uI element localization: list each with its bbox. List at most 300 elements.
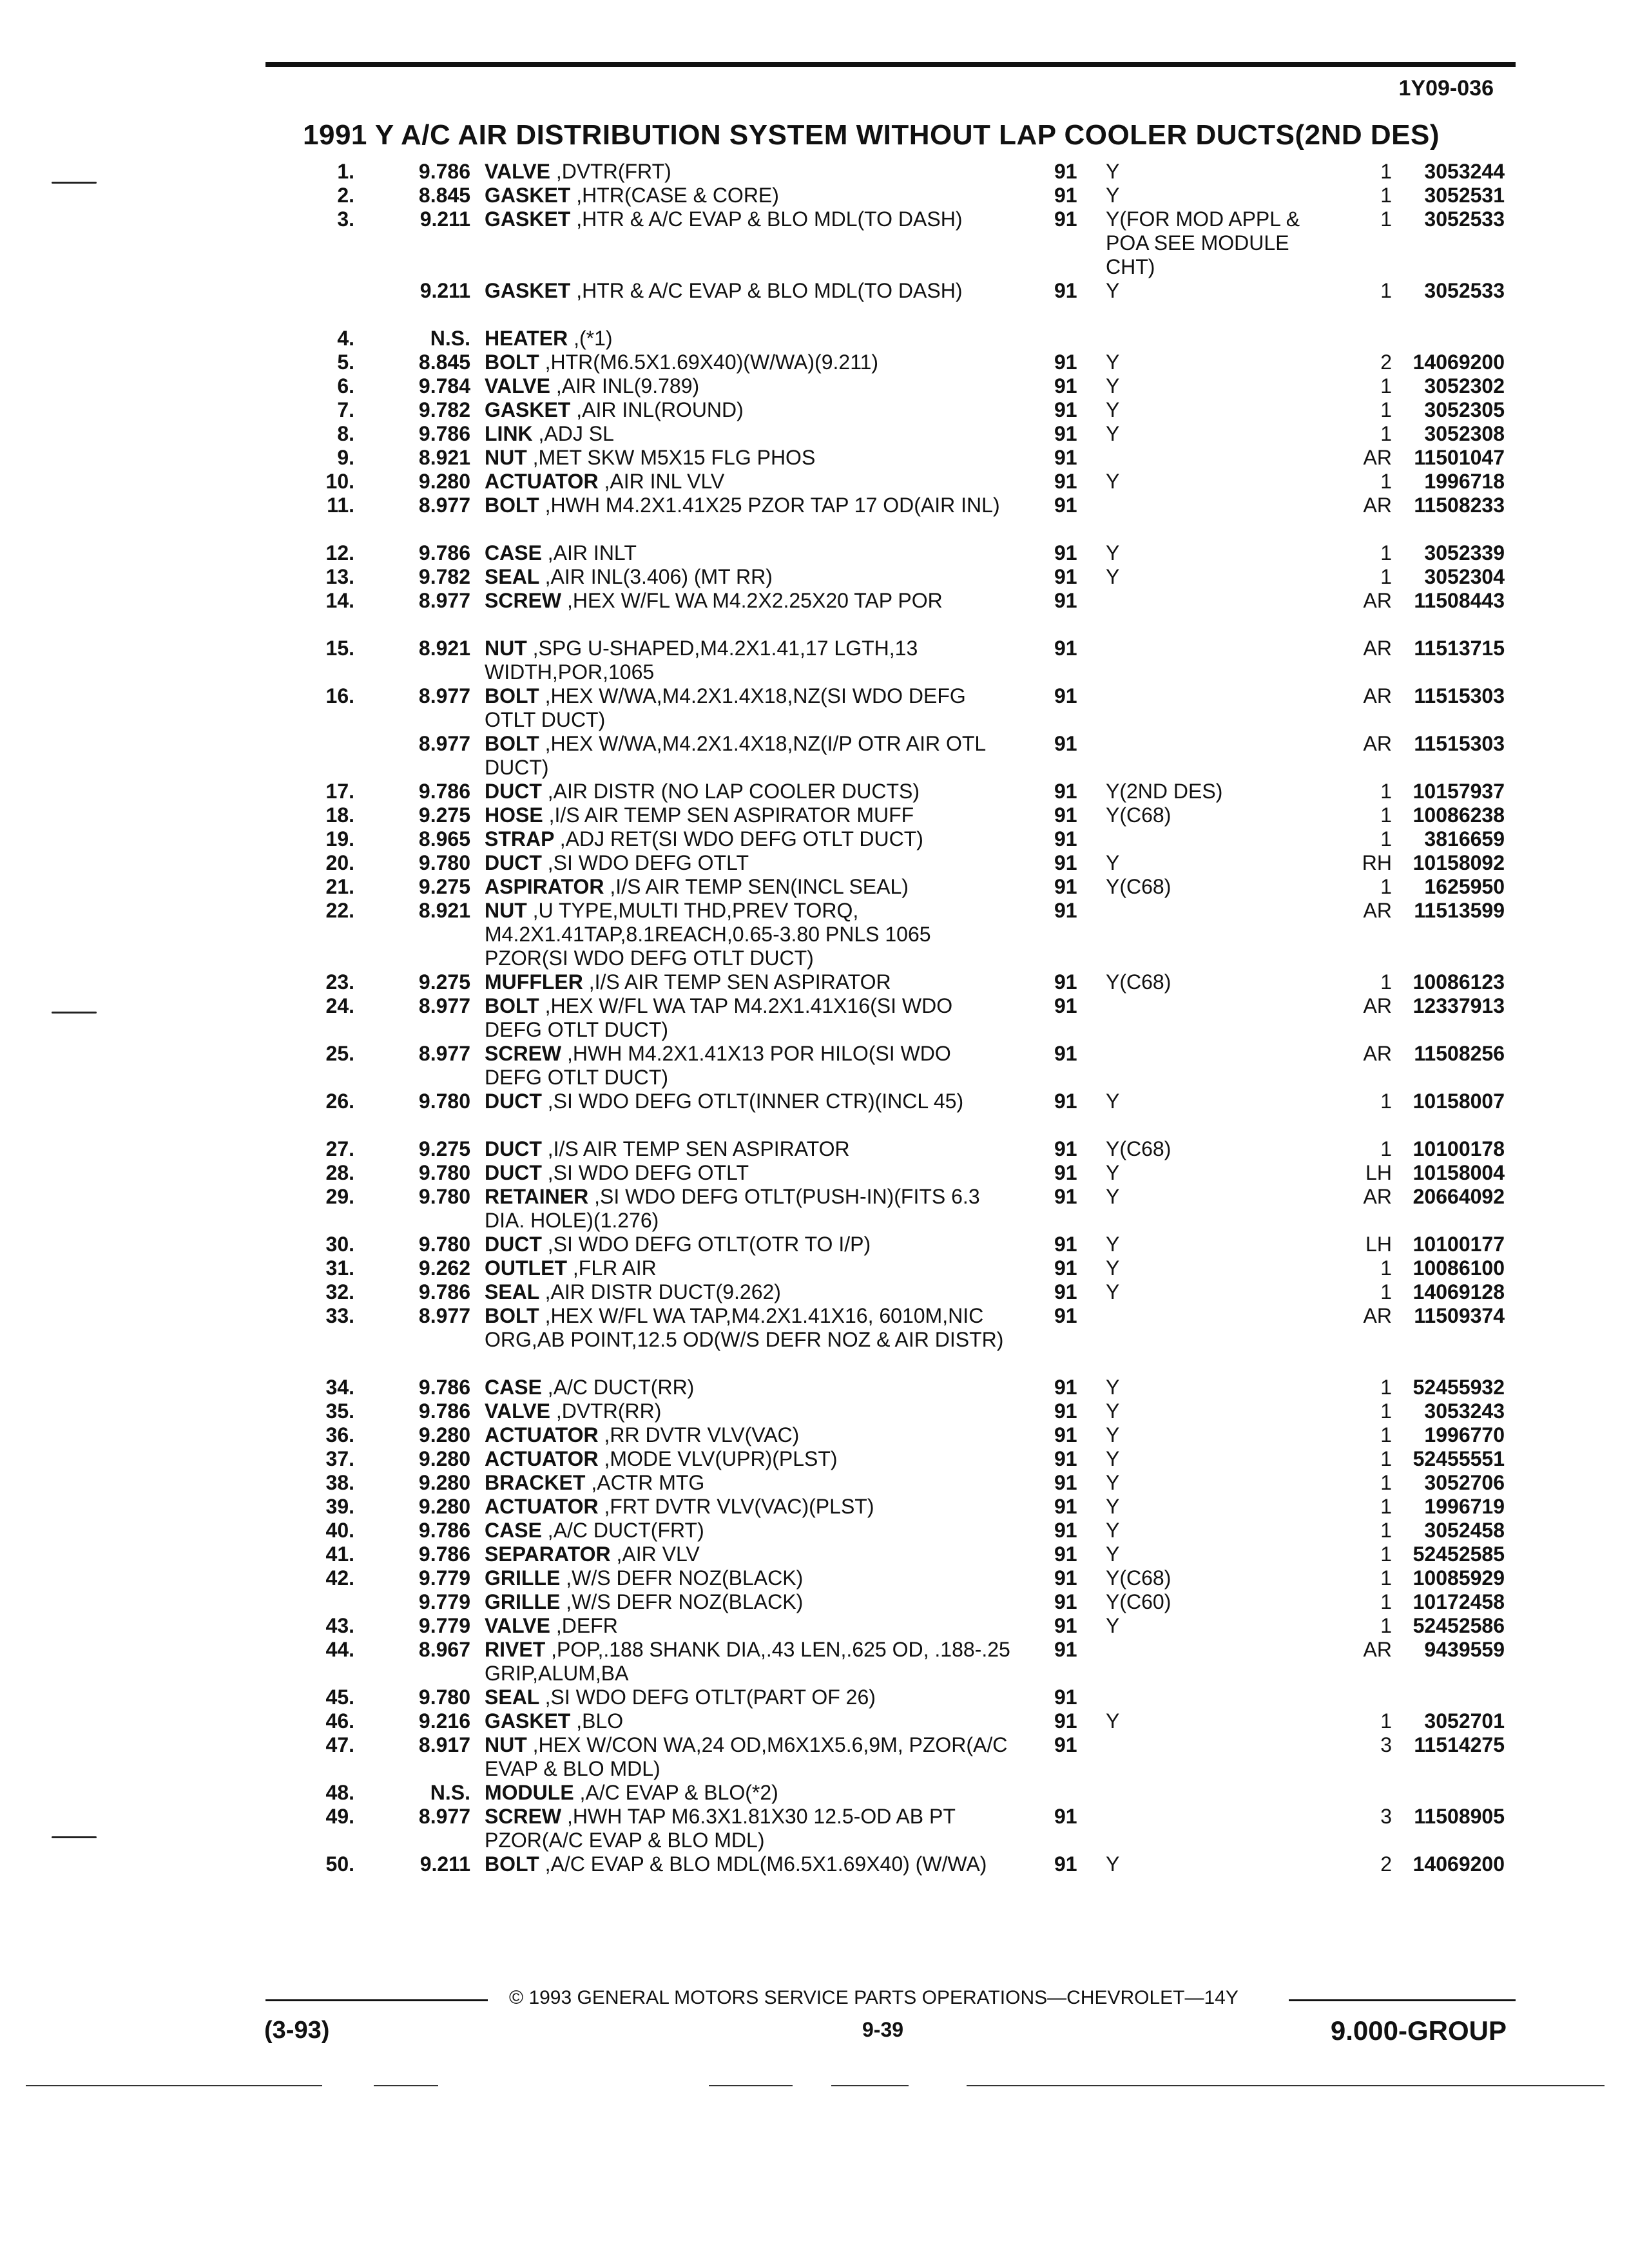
model-year: 91 — [1054, 994, 1077, 1017]
part-number: 11508256 — [1414, 1042, 1505, 1065]
part-description — [485, 1614, 1013, 1638]
part-number: 11513599 — [1414, 899, 1505, 922]
part-detail: ,I/S AIR TEMP SEN ASPIRATOR — [588, 970, 891, 994]
part-number: 1996719 — [1424, 1495, 1505, 1518]
part-description — [485, 780, 1013, 803]
part-name: GRILLE — [485, 1566, 561, 1590]
usage-code: Y(FOR MOD APPL & POA SEE MODULE CHT) — [1106, 207, 1300, 278]
group-number: 9.280 — [418, 1495, 470, 1518]
model-year: 91 — [1054, 541, 1077, 564]
model-year: 91 — [1054, 470, 1077, 493]
part-number: 1996770 — [1424, 1423, 1505, 1446]
model-year: 91 — [1054, 1590, 1077, 1613]
model-year: 91 — [1054, 637, 1077, 660]
part-number: 14069128 — [1412, 1280, 1505, 1303]
part-number: 3053244 — [1424, 160, 1505, 183]
quantity: 1 — [1380, 207, 1392, 231]
part-number: 12337913 — [1412, 994, 1505, 1017]
group-number: 8.977 — [418, 684, 470, 707]
part-name: BOLT — [485, 684, 539, 707]
part-number: 10158092 — [1412, 851, 1505, 874]
part-detail: ,HEX W/FL WA TAP M4.2X1.41X16(SI WDO DEFG OTLT DUCT) — [485, 994, 953, 1041]
part-description — [485, 1090, 1013, 1113]
part-row — [0, 1042, 1629, 1090]
quantity: 3 — [1380, 1733, 1392, 1756]
item-number: 21. — [325, 875, 354, 898]
quantity: AR — [1363, 494, 1392, 517]
item-number: 35. — [325, 1399, 354, 1423]
part-description — [485, 184, 1013, 207]
part-row — [0, 1471, 1629, 1495]
item-number: 37. — [325, 1447, 354, 1470]
group-number: 9.780 — [418, 1090, 470, 1113]
part-number: 52452586 — [1412, 1614, 1505, 1637]
part-row — [0, 398, 1629, 422]
group-number: 9.275 — [418, 803, 470, 827]
part-detail: ,HEX W/WA,M4.2X1.4X18,NZ(SI WDO DEFG OTLT DUCT) — [485, 684, 966, 731]
usage-code: Y — [1106, 1852, 1120, 1876]
part-row — [0, 1781, 1629, 1805]
part-description — [485, 1399, 1013, 1423]
item-number: 11. — [327, 494, 354, 517]
part-name: BOLT — [485, 994, 539, 1017]
item-number: 14. — [325, 589, 354, 612]
part-row — [0, 684, 1629, 732]
part-detail: ,AIR VLV — [616, 1542, 700, 1566]
item-number: 20. — [325, 851, 354, 874]
part-number: 52455932 — [1412, 1376, 1505, 1399]
group-number: 9.275 — [418, 875, 470, 898]
usage-code: Y — [1106, 470, 1120, 493]
part-row — [0, 732, 1629, 780]
part-description — [485, 1256, 1013, 1280]
part-number: 3052304 — [1424, 565, 1505, 588]
part-name: STRAP — [485, 827, 554, 850]
quantity: 1 — [1380, 780, 1392, 803]
item-number: 17. — [325, 780, 354, 803]
part-detail: ,MODE VLV(UPR)(PLST) — [604, 1447, 838, 1470]
part-row — [0, 374, 1629, 398]
part-name: DUCT — [485, 780, 542, 803]
part-number: 11509374 — [1414, 1304, 1505, 1327]
part-number: 10157937 — [1412, 780, 1505, 803]
part-name: SCREW — [485, 589, 562, 612]
group-number: 9.782 — [418, 398, 470, 421]
usage-code: Y — [1106, 1614, 1120, 1637]
model-year: 91 — [1054, 1233, 1077, 1256]
quantity: 1 — [1380, 1614, 1392, 1637]
part-detail: ,I/S AIR TEMP SEN ASPIRATOR — [547, 1137, 850, 1160]
model-year: 91 — [1054, 1519, 1077, 1542]
quantity: 1 — [1380, 1256, 1392, 1280]
copyright-notice: © 1993 GENERAL MOTORS SERVICE PARTS OPERATIONS—CHEVROLET—14Y — [509, 1987, 1239, 2008]
part-description — [485, 1733, 1013, 1781]
part-detail: ,SI WDO DEFG OTLT — [547, 1161, 749, 1184]
part-number: 14069200 — [1412, 351, 1505, 374]
group-number: 9.280 — [418, 470, 470, 493]
part-name: SCREW — [485, 1042, 562, 1065]
part-name: MUFFLER — [485, 970, 583, 994]
part-detail: ,POP,.188 SHANK DIA,.43 LEN,.625 OD, .188-.25 GRIP,ALUM,BA — [485, 1638, 1010, 1685]
item-number: 43. — [325, 1614, 354, 1637]
part-description — [485, 1805, 1013, 1852]
quantity: 1 — [1380, 827, 1392, 850]
part-detail: ,SI WDO DEFG OTLT(INNER CTR)(INCL 45) — [547, 1090, 964, 1113]
model-year: 91 — [1054, 732, 1077, 755]
part-description — [485, 494, 1013, 517]
part-detail: ,DEFR — [555, 1614, 618, 1637]
quantity: 2 — [1380, 1852, 1392, 1876]
part-detail: ,AIR DISTR DUCT(9.262) — [545, 1280, 781, 1303]
part-row — [0, 541, 1629, 565]
item-number: 23. — [325, 970, 354, 994]
model-year: 91 — [1054, 1805, 1077, 1828]
quantity: LH — [1365, 1233, 1392, 1256]
part-number: 3052305 — [1424, 398, 1505, 421]
part-number: 11513715 — [1414, 637, 1505, 660]
part-description — [485, 1638, 1013, 1686]
quantity: 1 — [1380, 1542, 1392, 1566]
quantity: 1 — [1380, 374, 1392, 398]
part-description — [485, 637, 1013, 684]
part-name: ACTUATOR — [485, 1495, 599, 1518]
item-number: 24. — [325, 994, 354, 1017]
model-year: 91 — [1054, 1042, 1077, 1065]
item-number: 9. — [337, 446, 354, 469]
usage-code: Y — [1106, 160, 1120, 183]
model-year: 91 — [1054, 1686, 1077, 1709]
part-number: 3052706 — [1424, 1471, 1505, 1494]
part-detail: ,A/C DUCT(FRT) — [547, 1519, 704, 1542]
part-description — [485, 1304, 1013, 1352]
part-detail: ,HEX W/WA,M4.2X1.4X18,NZ(I/P OTR AIR OTL DUCT) — [485, 732, 986, 779]
part-detail: ,I/S AIR TEMP SEN(INCL SEAL) — [610, 875, 909, 898]
item-number: 45. — [325, 1686, 354, 1709]
group-number: 8.845 — [418, 351, 470, 374]
usage-code: Y — [1106, 398, 1120, 421]
part-detail: ,HTR & A/C EVAP & BLO MDL(TO DASH) — [576, 279, 963, 302]
part-name: VALVE — [485, 1399, 550, 1423]
quantity: 1 — [1380, 541, 1392, 564]
part-name: DUCT — [485, 1137, 542, 1160]
part-detail: ,MET SKW M5X15 FLG PHOS — [532, 446, 816, 469]
date-code: (3-93) — [264, 2017, 330, 2044]
group-number: 9.779 — [418, 1566, 470, 1590]
group-number: 9.275 — [418, 970, 470, 994]
part-description — [485, 1590, 1013, 1614]
item-number: 15. — [325, 637, 354, 660]
part-row — [0, 1090, 1629, 1137]
quantity: 1 — [1380, 1090, 1392, 1113]
group-number: 8.977 — [418, 994, 470, 1017]
part-detail: ,SI WDO DEFG OTLT — [547, 851, 749, 874]
item-number: 8. — [337, 422, 354, 445]
part-detail: ,FLR AIR — [572, 1256, 657, 1280]
part-number: 14069200 — [1412, 1852, 1505, 1876]
model-year: 91 — [1054, 1614, 1077, 1637]
scan-line — [709, 2085, 793, 2086]
part-row — [0, 1137, 1629, 1161]
part-row — [0, 1614, 1629, 1638]
part-detail: ,SI WDO DEFG OTLT(OTR TO I/P) — [547, 1233, 871, 1256]
usage-code: Y(C68) — [1106, 1137, 1171, 1160]
quantity: 1 — [1380, 398, 1392, 421]
quantity: LH — [1365, 1161, 1392, 1184]
scan-line — [831, 2085, 909, 2086]
quantity: 1 — [1380, 184, 1392, 207]
item-number: 13. — [325, 565, 354, 588]
item-number: 41. — [325, 1542, 354, 1566]
group-number: 9.786 — [418, 541, 470, 564]
part-description — [485, 207, 1013, 231]
part-detail: ,ACTR MTG — [591, 1471, 705, 1494]
model-year: 91 — [1054, 1495, 1077, 1518]
quantity: 1 — [1380, 1519, 1392, 1542]
part-number: 10100178 — [1412, 1137, 1505, 1160]
item-number: 12. — [325, 541, 354, 564]
part-detail: ,A/C EVAP & BLO(*2) — [579, 1781, 778, 1804]
model-year: 91 — [1054, 1852, 1077, 1876]
quantity: 1 — [1380, 1447, 1392, 1470]
model-year: 91 — [1054, 374, 1077, 398]
part-description — [485, 1519, 1013, 1542]
item-number: 4. — [337, 327, 354, 350]
model-year: 91 — [1054, 827, 1077, 850]
part-row — [0, 970, 1629, 994]
model-year: 91 — [1054, 803, 1077, 827]
group-number: 9.784 — [418, 374, 470, 398]
part-number: 10158004 — [1412, 1161, 1505, 1184]
part-description — [485, 1447, 1013, 1471]
part-description — [485, 1042, 1013, 1090]
part-number: 1625950 — [1424, 875, 1505, 898]
group-number: 9.786 — [418, 422, 470, 445]
model-year: 91 — [1054, 1304, 1077, 1327]
part-description — [485, 1280, 1013, 1304]
quantity: 1 — [1380, 875, 1392, 898]
part-name: NUT — [485, 899, 527, 922]
group-number: 8.977 — [418, 589, 470, 612]
quantity: 1 — [1380, 803, 1392, 827]
group-number: 9.779 — [418, 1590, 470, 1613]
scan-line — [967, 2085, 1605, 2086]
group-number: N.S. — [430, 327, 470, 350]
model-year: 91 — [1054, 1423, 1077, 1446]
group-number: 9.786 — [418, 1399, 470, 1423]
item-number: 7. — [337, 398, 354, 421]
part-description — [485, 851, 1013, 875]
item-number: 33. — [325, 1304, 354, 1327]
quantity: AR — [1363, 637, 1392, 660]
part-detail: ,AIR INL(ROUND) — [576, 398, 744, 421]
part-description — [485, 1137, 1013, 1161]
part-detail: ,SI WDO DEFG OTLT(PUSH-IN)(FITS 6.3 DIA. HOLE)(1.276) — [485, 1185, 980, 1232]
part-row — [0, 1233, 1629, 1256]
part-row — [0, 1733, 1629, 1781]
part-name: DUCT — [485, 1090, 542, 1113]
part-row — [0, 780, 1629, 803]
model-year: 91 — [1054, 875, 1077, 898]
model-year: 91 — [1054, 684, 1077, 707]
part-description — [485, 1852, 1013, 1876]
part-description — [485, 160, 1013, 184]
part-row — [0, 470, 1629, 494]
part-name: GASKET — [485, 207, 571, 231]
item-number: 22. — [325, 899, 354, 922]
item-number: 46. — [325, 1709, 354, 1733]
part-number: 9439559 — [1424, 1638, 1505, 1661]
usage-code: Y — [1106, 1519, 1120, 1542]
part-name: BOLT — [485, 1852, 539, 1876]
part-name: NUT — [485, 637, 527, 660]
part-description — [485, 1471, 1013, 1495]
model-year: 91 — [1054, 1137, 1077, 1160]
part-detail: ,HEX W/FL WA TAP,M4.2X1.41X16, 6010M,NIC ORG,AB POINT,12.5 OD(W/S DEFR NOZ & AIR DISTR) — [485, 1304, 1004, 1351]
part-number: 11508233 — [1414, 494, 1505, 517]
model-year: 91 — [1054, 207, 1077, 231]
group-number: 9.786 — [418, 1542, 470, 1566]
group-number: 9.786 — [418, 1376, 470, 1399]
part-number: 52452585 — [1412, 1542, 1505, 1566]
group-number: 9.782 — [418, 565, 470, 588]
part-number: 11508443 — [1414, 589, 1505, 612]
usage-code: Y — [1106, 351, 1120, 374]
model-year: 91 — [1054, 160, 1077, 183]
model-year: 91 — [1054, 184, 1077, 207]
group-number: 9.780 — [418, 851, 470, 874]
usage-code: Y(C68) — [1106, 803, 1171, 827]
part-number: 11515303 — [1414, 732, 1505, 755]
part-name: BOLT — [485, 351, 539, 374]
quantity: 1 — [1380, 1137, 1392, 1160]
quantity: AR — [1363, 446, 1392, 469]
usage-code: Y — [1106, 1709, 1120, 1733]
part-detail: ,SPG U-SHAPED,M4.2X1.41,17 LGTH,13 WIDTH,POR,1065 — [485, 637, 918, 684]
part-description — [485, 279, 1013, 303]
part-detail: ,DVTR(RR) — [555, 1399, 662, 1423]
item-number: 3. — [337, 207, 354, 231]
part-name: RETAINER — [485, 1185, 589, 1208]
part-row — [0, 589, 1629, 637]
part-description — [485, 1542, 1013, 1566]
model-year: 91 — [1054, 1447, 1077, 1470]
group-number: 9.780 — [418, 1161, 470, 1184]
model-year: 91 — [1054, 851, 1077, 874]
item-number: 18. — [325, 803, 354, 827]
item-number: 42. — [325, 1566, 354, 1590]
part-name: VALVE — [485, 160, 550, 183]
part-detail: ,A/C EVAP & BLO MDL(M6.5X1.69X40) (W/WA) — [545, 1852, 987, 1876]
group-number: 9.780 — [418, 1686, 470, 1709]
group-number: 8.921 — [418, 446, 470, 469]
item-number: 49. — [325, 1805, 354, 1828]
quantity: 3 — [1380, 1805, 1392, 1828]
model-year: 91 — [1054, 1471, 1077, 1494]
model-year: 91 — [1054, 1566, 1077, 1590]
part-name: DUCT — [485, 851, 542, 874]
part-name: ACTUATOR — [485, 1423, 599, 1446]
part-description — [485, 1161, 1013, 1185]
usage-code: Y(C60) — [1106, 1590, 1171, 1613]
item-number: 30. — [325, 1233, 354, 1256]
part-row — [0, 1280, 1629, 1304]
part-detail: ,HTR(M6.5X1.69X40)(W/WA)(9.211) — [545, 351, 879, 374]
usage-code: Y — [1106, 565, 1120, 588]
quantity: RH — [1362, 851, 1392, 874]
usage-code: Y — [1106, 1399, 1120, 1423]
group-number: 9.786 — [418, 1280, 470, 1303]
group-number: 9.780 — [418, 1185, 470, 1208]
item-number: 39. — [325, 1495, 354, 1518]
item-number: 6. — [337, 374, 354, 398]
part-detail: ,HTR & A/C EVAP & BLO MDL(TO DASH) — [576, 207, 963, 231]
part-number: 11501047 — [1414, 446, 1505, 469]
usage-code: Y — [1106, 541, 1120, 564]
usage-code: Y — [1106, 851, 1120, 874]
part-detail: ,HEX W/CON WA,24 OD,M6X1X5.6,9M, PZOR(A/C EVAP & BLO MDL) — [485, 1733, 1008, 1780]
part-description — [485, 398, 1013, 422]
part-description — [485, 565, 1013, 589]
group-number: 9.262 — [418, 1256, 470, 1280]
quantity: 1 — [1380, 1399, 1392, 1423]
quantity: 1 — [1380, 1471, 1392, 1494]
group-reference: 9.000-GROUP — [1330, 2015, 1507, 2046]
part-row — [0, 803, 1629, 827]
part-description — [485, 327, 1013, 351]
part-detail: ,W/S DEFR NOZ(BLACK) — [566, 1590, 804, 1613]
part-row — [0, 1304, 1629, 1376]
part-description — [485, 684, 1013, 732]
top-rule — [265, 62, 1516, 67]
group-number: 9.211 — [419, 1852, 470, 1876]
part-description — [485, 470, 1013, 494]
part-row — [0, 827, 1629, 851]
part-row — [0, 637, 1629, 684]
part-name: SEAL — [485, 565, 539, 588]
group-number: 8.921 — [418, 637, 470, 660]
part-row — [0, 351, 1629, 374]
part-number: 10172458 — [1412, 1590, 1505, 1613]
usage-code: Y — [1106, 1233, 1120, 1256]
part-name: ACTUATOR — [485, 1447, 599, 1470]
part-name: LINK — [485, 422, 533, 445]
model-year: 91 — [1054, 565, 1077, 588]
usage-code: Y — [1106, 1471, 1120, 1494]
part-name: ACTUATOR — [485, 470, 599, 493]
model-year: 91 — [1054, 279, 1077, 302]
quantity: 2 — [1380, 351, 1392, 374]
part-row — [0, 899, 1629, 970]
part-name: CASE — [485, 1519, 542, 1542]
item-number: 10. — [325, 470, 354, 493]
part-detail: ,HWH M4.2X1.41X25 PZOR TAP 17 OD(AIR INL) — [545, 494, 1000, 517]
part-detail: ,(*1) — [574, 327, 613, 350]
group-number: 9.280 — [418, 1447, 470, 1470]
item-number: 16. — [325, 684, 354, 707]
part-row — [0, 1805, 1629, 1852]
footer-rule-right — [1289, 1999, 1516, 2001]
item-number: 19. — [325, 827, 354, 850]
part-row — [0, 565, 1629, 589]
part-number: 3052308 — [1424, 422, 1505, 445]
model-year: 91 — [1054, 494, 1077, 517]
part-number: 1996718 — [1424, 470, 1505, 493]
model-year: 91 — [1054, 446, 1077, 469]
model-year: 91 — [1054, 1709, 1077, 1733]
part-number: 3052531 — [1424, 184, 1505, 207]
part-description — [485, 1185, 1013, 1233]
group-number: 8.845 — [418, 184, 470, 207]
